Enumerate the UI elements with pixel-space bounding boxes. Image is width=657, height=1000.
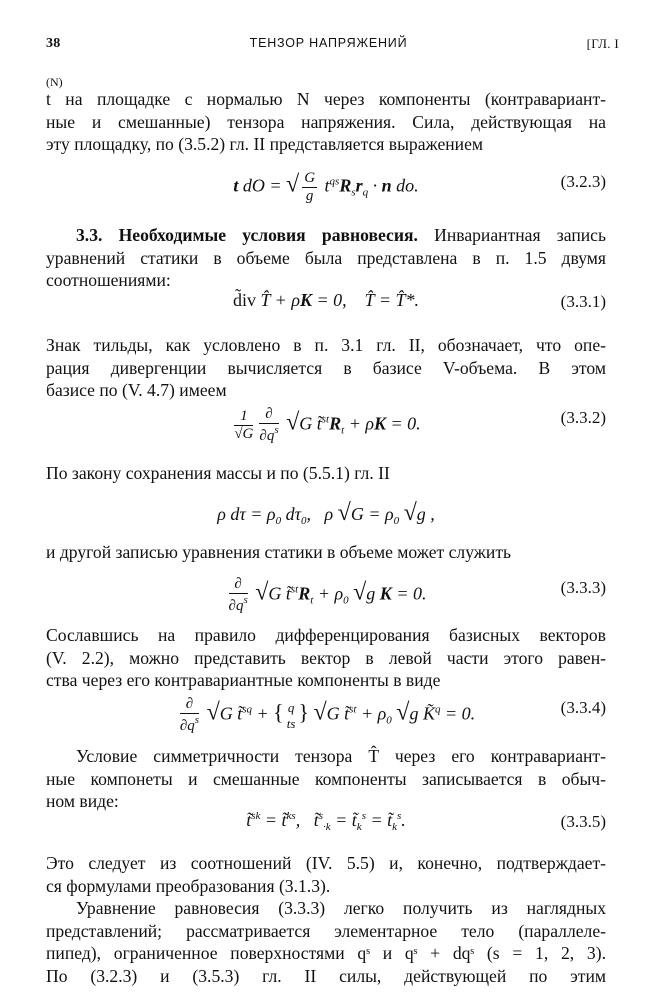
text-line: Условие симметричности тензора T̂ через его контравариант- [76,746,606,766]
text-line: ные компонеты и смешанные компоненты записывается в обыч- [46,768,606,789]
paragraph-differentiation [46,624,606,692]
text-line: Знак тильды, как условлено в п. 3.1 гл. II, обозначает, что опе- [46,335,606,355]
text-line: представлений; рассматривается элементарное тело (параллеле- [46,920,606,941]
text-line: ном виде: [46,791,119,811]
paragraph-tilde [46,334,606,402]
text-line: и другой записью уравнения статики в объеме может служить [46,542,512,562]
formula: d̃iv T̂ + ρK = 0, T̂ = T̂*. [232,290,419,310]
equation-3-3-5 [46,800,606,846]
text-line: Сославшись на правило дифференцирования базисных векторов [46,625,606,645]
equation-3-3-4 [46,686,606,732]
text-line: базисе по (V. 4.7) имеем [46,380,227,400]
paragraph-mass [46,462,606,485]
superscript-n: (N) [46,75,63,89]
equation-3-3-1 [46,280,606,326]
text-line: соотношениями: [46,270,171,290]
text-line: Это следует из соотношений (IV. 5.5) и, конечно, подтверждает- [46,853,606,873]
paragraph-intro [46,76,606,156]
equation-number: (3.3.1) [560,292,606,311]
formula: $\frac{1}{√G}$ ∂ $\partial q^s$ √G $t̃^{st}R_t + \rho K = 0$. [234,406,421,444]
section-heading: 3.3. Необходимые условия равновесия. [76,225,418,245]
text-line: эту площадку, по (3.5.2) гл. II представляется выражением [46,134,484,154]
equation-3-2-3 [46,160,606,206]
paragraph-conclusion [46,852,606,987]
text-line: ные и смешанные) тензора напряжения. Сила, действующая на [46,111,606,132]
equation-number: (3.3.3) [560,578,606,597]
formula: ρ $d\tau = \rho_0$ $d\tau_0$, ρ $√G = \rho_0$ √g , [217,500,435,527]
text-line: Инвариантная запись [434,225,606,245]
text-line: t на площадке с нормалью N через компоненты (контравариант- [46,89,606,109]
equation-number: (3.3.4) [560,698,606,717]
equation-number: (3.3.2) [560,408,606,427]
equation-3-3-3 [46,566,606,612]
equation-3-3-2 [46,396,606,442]
text-line: По закону сохранения массы и по (5.5.1) гл. II [46,463,390,483]
text-line: Уравнение равновесия (3.3.3) легко получить из наглядных [76,898,606,918]
page-number: 38 [46,36,61,51]
equation-number: (3.2.3) [560,172,606,191]
text-line: (V. 2.2), можно представить вектор в левой части этого равен- [46,647,606,668]
chapter-marker: [ГЛ. I [586,36,619,51]
formula: t̃$^{sk}$ = t̃$^{ks}$, t̃$^s_{\cdot k}$ = $t̃_k^s$ = $t̃_k^s$. [246,810,406,833]
text-line: пипед), ограниченное поверхностями qˢ и qˢ + dqˢ (s = 1, 2, 3). [46,943,606,963]
text-line: ся формулами преобразования (3.1.3). [46,875,331,896]
text-line: ства через его контравариантные компоненты в виде [46,670,441,690]
text-line: По (3.2.3) и (3.5.3) гл. II силы, действующей по этим [46,965,606,986]
formula: ∂ $\partial q^s$ √G t̃$^{sq}$ + { q ts } √G t̃$^{st}$ + $\rho_0$ √g K̃$^q$ = 0. [179,696,476,734]
running-title: ТЕНЗОР НАПРЯЖЕНИЙ [249,36,408,50]
equation-mass [46,490,606,536]
equation-number: (3.3.5) [560,812,606,831]
paragraph-other-form [46,541,606,564]
text-line: уравнений статики в объеме была представлена в п. 1.5 двумя [46,247,606,268]
text-line: рация дивергенции вычисляется в базисе V-объема. В этом [46,357,606,378]
formula: ∂ $\partial q^s$ √G $t̃^{st}R_t + \rho_0$ √g K = 0. [228,576,427,614]
formula: t dO = √ $\frac{G}{g}$ $t^{qs}R_sr_q \cdot n$ do. [233,170,419,204]
